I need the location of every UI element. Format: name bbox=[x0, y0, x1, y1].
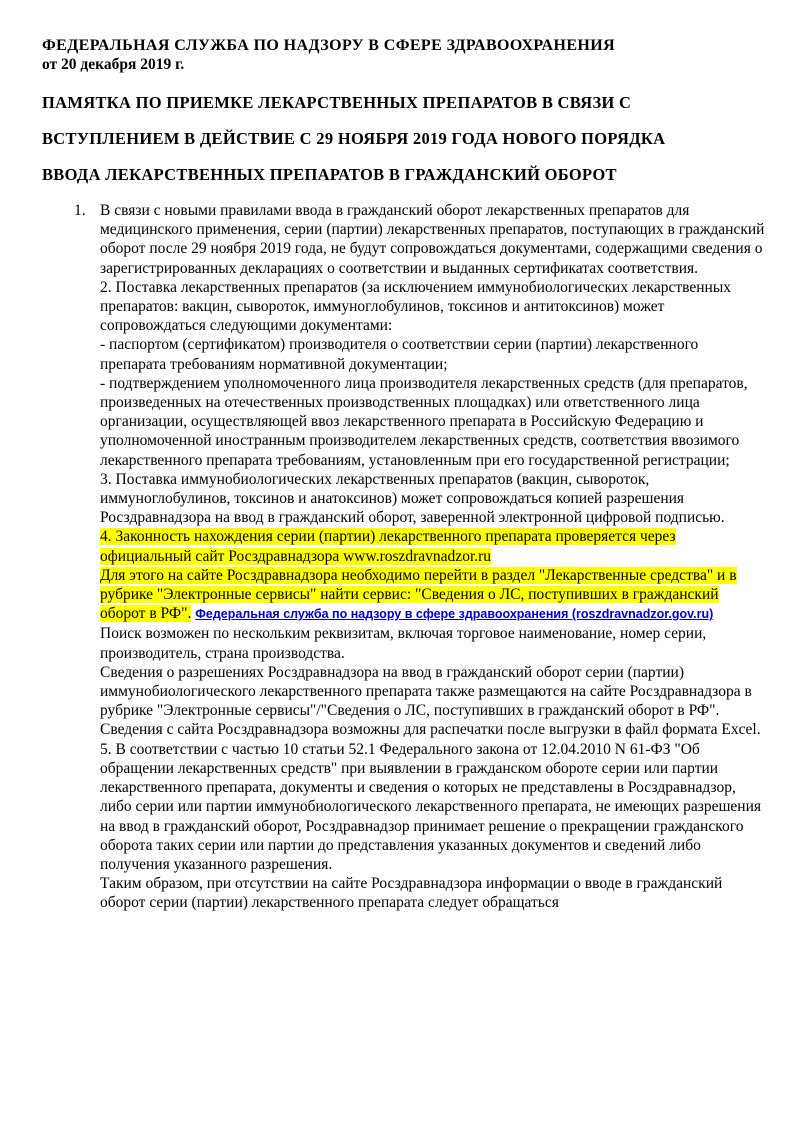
doc-title bbox=[42, 93, 766, 184]
title-line-3: ВВОДА ЛЕКАРСТВЕННЫХ ПРЕПАРАТОВ В ГРАЖДАНСКИЙ ОБОРОТ bbox=[42, 165, 617, 184]
paragraph-6: Сведения о разрешениях Росздравнадзора на ввод в гражданский оборот серии (партии) иммунобиологического лекарственного препарата также размещаются на сайте Росздравнадзора в рубрике "Электронные сервисы"/"Сведения о ЛС, поступивших в гражданский оборот в РФ". bbox=[100, 663, 752, 720]
paragraph-5: Поиск возможен по нескольким реквизитам, включая торговое наименование, номер серии, производитель, страна производства. bbox=[100, 625, 707, 662]
doc-date-line: от 20 декабря 2019 г. bbox=[42, 56, 185, 73]
highlight-section-4-part-1: 4. Законность нахождения серии (партии) лекарственного препарата проверяется через официальный сайт Росздравнадзора www.roszdravnadzor.ru bbox=[100, 528, 676, 565]
paragraph-4-highlighted-line bbox=[100, 527, 766, 565]
paragraph-2-dash-2: - подтверждением уполномоченного лица производителя лекарственных средств (для препаратов, произведенных на отечественных производственных площадках) или ответственного лица организации, осуществляющей ввоз лекарственного препарата в Российскую Федерацию и уполномоченной иностранным производителем лекарственных средств, соответствия ввозимого лекарственного препарата требованиям, установленным при его государственной регистрации; bbox=[100, 374, 748, 469]
doc-header bbox=[42, 36, 766, 74]
roszdravnadzor-gov-ru-link[interactable]: Федеральная служба по надзору в сфере здравоохранения (roszdravnadzor.gov.ru) bbox=[195, 607, 714, 622]
paragraph-4-highlighted-with-link bbox=[100, 566, 766, 625]
paragraph-2: 2. Поставка лекарственных препаратов (за исключением иммунобиологических лекарственных препаратов: вакцин, сывороток, иммуноглобулинов, токсинов и антитоксинов) может сопровождаться следующими документами: bbox=[100, 278, 732, 335]
paragraph-7: Сведения с сайта Росздравнадзора возможны для распечатки после выгрузки в файл формата Excel. bbox=[100, 721, 761, 739]
title-line-2: ВСТУПЛЕНИЕМ В ДЕЙСТВИЕ С 29 НОЯБРЯ 2019 ГОДА НОВОГО ПОРЯДКА bbox=[42, 129, 666, 148]
highlight-section-4-part-2: Для этого на сайте Росздравнадзора необходимо перейти в раздел "Лекарственные средства" и в рубрике "Электронные сервисы" найти сервис: "Сведения о ЛС, поступивших в гражданский оборот в РФ". bbox=[100, 566, 737, 623]
paragraph-8: 5. В соответствии с частью 10 статьи 52.1 Федерального закона от 12.04.2010 N 61-ФЗ "Об обращении лекарственных средств" при выявлении в гражданском обороте серии или партии лекарственного препарата, документы и сведения о которых не представлены в Росздравнадзор, либо серии или партии иммунобиологического лекарственного препарата, не имеющих разрешения на ввод в гражданский оборот, Росздравнадзор принимает решение о прекращении гражданского оборота таких серии или партии до представления указанных документов и сведений либо получения указанного разрешения. bbox=[100, 740, 762, 873]
org-name-line: ФЕДЕРАЛЬНАЯ СЛУЖБА ПО НАДЗОРУ В СФЕРЕ ЗДРАВООХРАНЕНИЯ bbox=[42, 37, 616, 54]
title-line-1: ПАМЯТКА ПО ПРИЕМКЕ ЛЕКАРСТВЕННЫХ ПРЕПАРАТОВ В СВЯЗИ С bbox=[42, 93, 632, 112]
paragraph-1: В связи с новыми правилами ввода в гражданский оборот лекарственных препаратов для медицинского применения, серии (партии) лекарственных препаратов, поступающих в гражданский оборот после 29 ноября 2019 года, не будут сопровождаться документами, содержащими сведения о зарегистрированных декларациях о соответствии и выданных сертификатах соответствия. bbox=[100, 202, 765, 277]
doc-body bbox=[74, 201, 766, 913]
list-number: 1. bbox=[74, 202, 86, 219]
paragraph-3: 3. Поставка иммунобиологических лекарственных препаратов (вакцин, сывороток, иммуноглобулинов, токсинов и анатоксинов) может сопровождаться копией разрешения Росздравнадзора на ввод в гражданский оборот, заверенной электронной цифровой подписью. bbox=[100, 470, 725, 527]
paragraph-9: Таким образом, при отсутствии на сайте Росздравнадзора информации о вводе в гражданский оборот серии (партии) лекарственного препарата следует обращаться bbox=[100, 875, 723, 912]
paragraph-2-dash-1: - паспортом (сертификатом) производителя о соответствии серии (партии) лекарственного препарата требованиям нормативной документации; bbox=[100, 336, 699, 373]
